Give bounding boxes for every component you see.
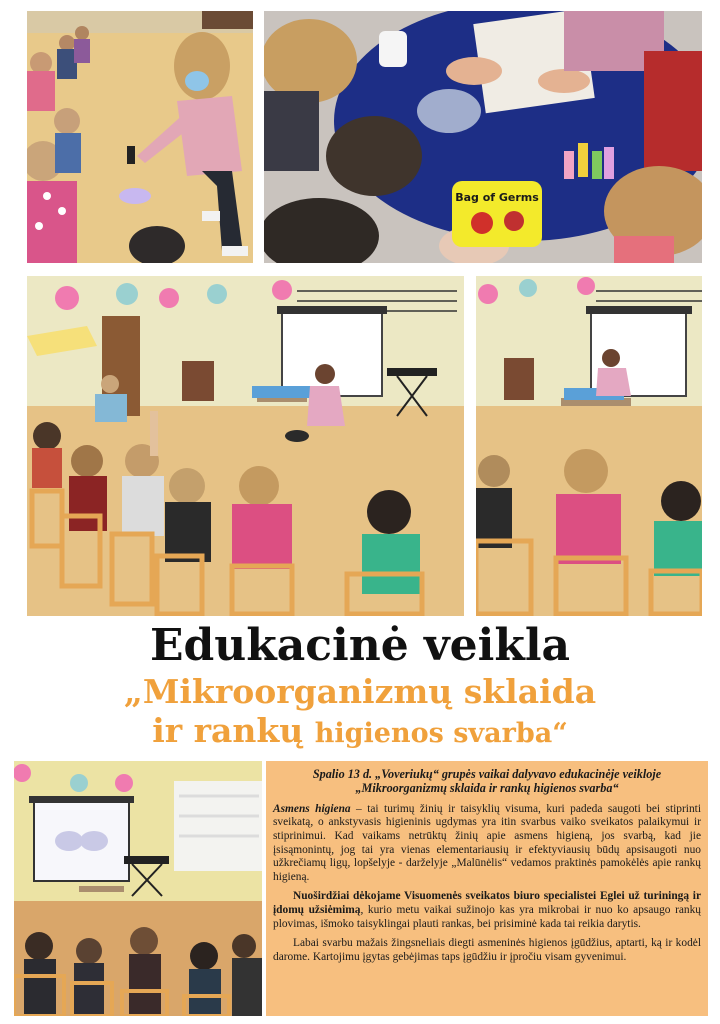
subtitle-line-2-part-b: higienos svarba“ <box>314 718 568 749</box>
article-paragraph-1 <box>273 803 701 885</box>
photo-classroom-closeup <box>476 276 702 616</box>
term-asmens-higiena: Asmens higiena <box>273 802 351 815</box>
page-title: Edukacinė veikla <box>149 620 571 671</box>
subtitle-line-1: „Mikroorganizmų sklaida <box>123 672 597 711</box>
photo-table-bag-of-germs <box>264 11 702 263</box>
article-paragraph-2-text: , kurio metu vaikai sužinojo kas yra mikrobai ir nuo ko apsaugo rankų plovimas, išmoko taisyklingai plauti rankas, bei prisiminė kada tai reikia darytis. <box>273 903 701 930</box>
thanks-text: Nuoširdžiai dėkojame Visuomenės sveikatos biuro specialistei Eglei už turiningą ir įdomų užsiėmimą <box>273 890 701 916</box>
photo-classroom-presentation <box>27 276 464 616</box>
article-paragraph-2 <box>273 890 701 931</box>
subtitle-line-2-part-a: ir rankų <box>152 711 315 750</box>
bag-of-germs-label: Bag of Germs <box>455 191 539 204</box>
photo-screen-handwashing <box>14 761 262 1016</box>
article-lead: Spalio 13 d. „Voveriukų“ grupės vaikai dalyvavo edukacinėje veikloje „Mikroorganizmų sklaida ir rankų higienos svarba“ <box>312 767 662 796</box>
subtitle-line-2 <box>0 712 720 753</box>
article-text-box <box>266 761 708 1016</box>
article-paragraph-3: Labai svarbu mažais žingsneliais diegti asmeninės higienos įgūdžius, aptarti, ką ir kodėl darome. Kartojimu įgytas gebėjimas taps įgūdžiu ir įpročiu visam gyvenimui. <box>273 937 701 963</box>
article-paragraph-1-text: – tai turimų žinių ir taisyklių visuma, kuri padeda saugoti bei stiprinti sveikatą, o ankstyvasis higieninis ugdymas yra itin svarbus vaiko sveikatos palaikymui ir stiprinimui. Kad vaikams netrūktų žinių apie asmens higieną, jos svarbą, kad jie įsisąmonintų, jog tai yra vienas elementariausių ir efektyviausių būdų apsisaugoti nuo užkrečiamų ligų, lopšelyje - darželyje „Malūnėlis“ vedamos praktinės pamokėlės apie rankų higieną. <box>273 802 701 883</box>
photo-hand-uv-demo <box>27 11 253 263</box>
